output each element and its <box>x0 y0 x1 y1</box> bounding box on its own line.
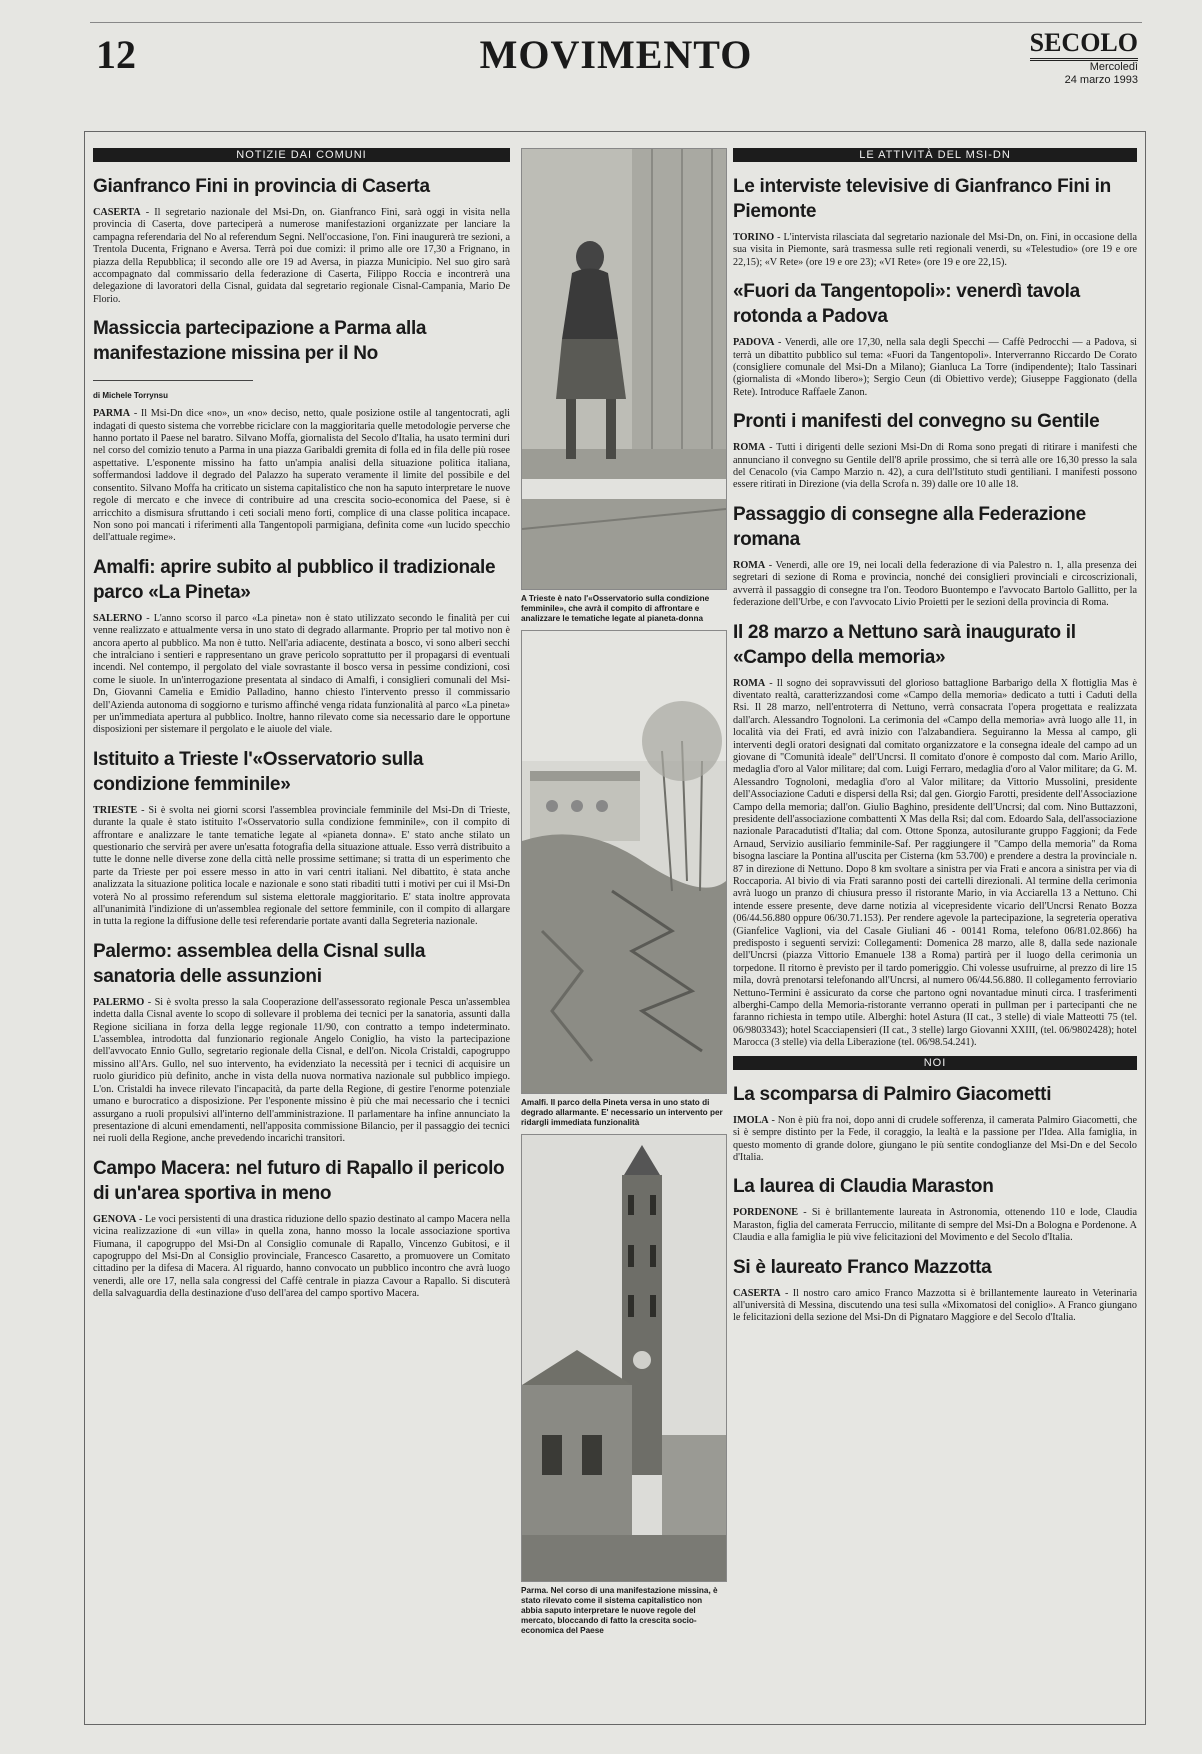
left-column <box>93 148 510 1718</box>
article <box>733 1174 1137 1244</box>
article-text: - Le voci persistenti di una drastica riduzione dello spazio destinato al campo Macera nella vicina realizzazione di «un villa» in quella zona, hanno mosso la locale associazione sportiva Fiumana, il capogruppo del Msi-Dn al Consiglio comunale di Rapallo, Vincenzo Gubitosi, e il capogruppo del Msi-Dn al Consiglio provinciale, Francesco Casaretto, a promuovere un Comitato cittadino per la difesa di Macera. Al riguardo, hanno convocato un pubblico incontro che avrà luogo venerdì, alle ore 17, nella sala congressi del Caffè centrale in piazza Cavour a Rapallo. Si discuterà della salvaguardia della destinazione d'uso dell'area del campo sportivo Macera. <box>93 1213 510 1300</box>
issue-weekday: Mercoledì <box>1089 60 1138 73</box>
article-body <box>733 560 1137 610</box>
article-text: - Il nostro caro amico Franco Mazzotta si è brillantemente laureato in Veterinaria all'università di Messina, discutendo una tesi sulla «Mixomatosi del coniglio». A Franco giungano le felicitazioni della sezione del Msi-Dn di Pignataro Maggiore e del Secolo d'Italia. <box>733 1287 1137 1324</box>
article-text: - Si è svolta presso la sala Cooperazione dell'assessorato regionale Pesca un'assemblea indetta dalla Cisnal avente lo scopo di sollevare il problema dei tecnici per la sanatoria, assunti dalla Regione siciliana in forza della legge regionale 11/90, con contratto a tempo indeterminato. L'assemblea, introdotta dal funzionario regionale Angelo Coniglio, ha visto la partecipazione dell'avvocato Ennio Gullo, segretario regionale della Cisnal, e dell'on. Nicola Cristaldi, capogruppo missino all'Ars. Gullo, nel suo intervento, ha evidenziato la necessità per i tecnici di acquisire un ruolo giuridico più definito, anche in vista della nuova normativa nazionale sul pubblico impiego. L'on. Cristaldi ha invece rilevato l'incapacità, da parte della Regione, di gestire l'enorme potenziale umano e burocratico a disposizione. Per l'esponente missino è più che mai necessario che i tecnici assurgano a ruoli propulsivi all'interno dell'amministrazione. Il parlamentare ha infine annunciato la presentazione di alcuni emendamenti, nell'apposita commissione Bilancio, per il passaggio dei tecnici nei ruoli della Regione, anche prevedendo incarichi transitori. <box>93 996 510 1145</box>
dateline: ROMA <box>733 559 766 571</box>
article <box>733 620 1137 1050</box>
article-headline: Passaggio di consegne alla Federazione romana <box>733 503 1086 550</box>
dateline: ROMA <box>733 677 766 689</box>
article <box>93 555 510 737</box>
article-body <box>733 442 1137 492</box>
page-number: 12 <box>96 32 136 77</box>
noi-banner: NOI <box>733 1056 1137 1070</box>
dateline: PORDENONE <box>733 1207 799 1219</box>
article-text: - Il Msi-Dn dice «no», un «no» deciso, netto, quale posizione ostile al tangentocrati, agli indagati di questo sistema che vorrebbe riciclare con la maggioritaria quelle metodologie perverse che hanno portato il Paese nel baratro. Silvano Moffa, giornalista del Secolo d'Italia, ha usato termini duri nel corso del comizio tenuto a Parma in una piazza Garibaldi gremita di folla ed in fila delle più rosee aspettative. L'esponente missino ha fatto un'ampia analisi della situazione politica italiana, soffermandosi laddove il degrado del Palazzo ha superato veramente il limite del possibile e del consentito. Silvano Moffa ha criticato un sistema capitalistico che non ha saputo interpretare le nuove regole di mercato e che invece di contribuire ad una crescita socio-economica del Paese, si è arricchito a dismisura sfruttando i ceti sociali meno forti, complice di una classe politica incapace. Non sono poi mancati i riferimenti alla Tangentopoli parmigiana, definita come «un lucido specchio dell'attuale regime». <box>93 408 510 544</box>
photo-column <box>519 148 727 1718</box>
article <box>733 174 1137 269</box>
article-text: - Si è brillantemente laureata in Astronomia, ottenendo 110 e lode, Claudia Maraston, figlia del camerata Ferruccio, militante di sempre del Msi-Dn a Bologna e Pordenone. A Claudia e alla famiglia le più vive felicitazioni del Movimento e del Secolo d'Italia. <box>733 1207 1137 1244</box>
article-body <box>733 232 1137 269</box>
article-text: - Si è svolta nei giorni scorsi l'assemblea provinciale femminile del Msi-Dn di Trieste, durante la quale è stato istituito l'«Osservatorio sulla condizione femminile», con il compito di affrontare e analizzare le tante tematiche legate al «pianeta donna». E' stato anche stilato un questionario che servirà per avere un'esatta fotografia della situazione attuale. Esso verrà distribuito a tutte le donne nelle diverse zone della città nelle prossime settimane; si tratta di un esperimento che parte da Trieste per poi essere messo in atto in vari centri italiani. Nel dibattito, è stata anche analizzata la situazione politica locale e nazionale e sono stati ribaditi tutti i motivi per cui il Msi-Dn voterà No al prossimo referendum sul sistema elettorale maggioritario. E' stata inoltre approvata all'unanimità l'indizione di un'assemblea regionale del settore femminile, con il compito di allargare in tutta la regione la diffusione delle tesi referendarie portate avanti dalla Segreteria nazionale. <box>93 804 510 928</box>
article <box>733 279 1137 399</box>
article <box>93 316 510 544</box>
dateline: PALERMO <box>93 996 145 1008</box>
photo-parma <box>521 1134 727 1582</box>
article-body <box>733 1288 1137 1325</box>
photo-trieste <box>521 148 727 590</box>
article-headline: Istituito a Trieste l'«Osservatorio sulla condizione femminile» <box>93 748 424 795</box>
newspaper-logo <box>1030 29 1138 87</box>
dateline: ROMA <box>733 442 766 454</box>
article-text: - L'intervista rilasciata dal segretario nazionale del Msi-Dn, on. Fini, in occasione della sua visita in Piemonte, sarà trasmessa sulle reti regionali venerdì, su «Telestudio» (ore 19 e ore 22,15); «V Rete» (ore 19 e ore 23); «VI Rete» (ore 19 e ore 22,15). <box>733 232 1137 268</box>
article-text: - Non è più fra noi, dopo anni di crudele sofferenza, il camerata Palmiro Giacometti, che si è sempre distinto per la Fede, il coraggio, la lealtà e la passione per l'Idea. Alla famiglia, in questo momento di grande dolore, giungano le più sentite condoglianze del Msi-Dn e del Secolo d'Italia. <box>733 1114 1137 1163</box>
article-body <box>733 1207 1137 1244</box>
dateline: PADOVA <box>733 337 775 349</box>
article-body <box>93 997 510 1146</box>
article <box>93 747 510 929</box>
article-body <box>93 613 510 737</box>
article <box>93 1156 510 1301</box>
photo-caption: A Trieste è nato l'«Osservatorio sulla condizione femminile», che avrà il compito di affrontare e analizzare le tematiche legate al pianeta-donna <box>521 594 710 623</box>
article-body <box>733 678 1137 1050</box>
dateline: CASERTA <box>93 207 141 218</box>
park-photo-image <box>522 631 726 1093</box>
article-headline: Si è laureato Franco Mazzotta <box>733 1256 992 1278</box>
article-headline: Amalfi: aprire subito al pubblico il tradizionale parco «La Pineta» <box>93 556 496 603</box>
dateline: SALERNO <box>93 612 143 624</box>
tower-photo-image <box>522 1135 726 1581</box>
article-headline: Palermo: assemblea della Cisnal sulla sanatoria delle assunzioni <box>93 940 426 987</box>
photo-caption: Amalfi. Il parco della Pineta versa in uno stato di degrado allarmante. E' necessario un intervento per ridargli immediata funzionalità <box>521 1098 723 1127</box>
article-text: - Il sogno dei sopravvissuti del glorioso battaglione Barbarigo della X flottiglia Mas è diventato realtà, caratterizzandosi come «Campo della memoria» dedicato a tutti i Caduti della Rsi. Il 28 marzo, nell'entroterra di Nettuno, verrà consacrata l'opera progettata e realizzata dall'arch. Alessandro Tognoloni. La cerimonia del «Campo della memoria» avrà luogo alle 11, in località via dei Frati, ed avrà inizio con l'alzabandiera. Seguiranno la Messa al campo, gli interventi degli oratori designati dal comitato organizzatore e la consegna ideale del campo ad un giovane di "Comunità ideale" dell'Uncrsi. Il comitato d'onore è composto dal com. Mario Arillo, medaglia d'oro al Valor militare; dal com. Luigi Ferraro, medaglia d'oro al Valor militare; da G. M. Alessandro Tognoloni, medaglia d'oro al Valor militare; da Vittorio Mussolini, presidente dell'Associazione Caduti e dispersi della Rsi; dal gen. Giorgio Farotti, presidente dell'Associazione Campo della memoria; dall'on. Giulio Baghino, presidente dell'Uncrsi; dal com. Nino Buttazzoni, presidente dell'associazione combattenti X Mas della Rsi; dal com. Edoardo Sala, dell'associazione nazionale Paracadutisti d'Italia; dal com. Ottone Sponza, autosilurante gruppo Faggioni; da Fede Arnaud, Servizio ausiliario femminile-Saf. Per raggiungere il "Campo della memoria" da Roma bisogna lasciare la Pontina all'uscita per Cisterna (km 53.700) e prendere a destra la provinciale n. 87 in direzione di Nettuno. Dopo 8 km svoltare a sinistra per via Frati e ancora a sinistra per via di Roccaporia. Al bivio di via Frati saranno posti dei cartelli direzionali. Al termine della cerimonia avrà luogo un pranzo di chiusura presso il ristorante Mario, in via Acciarella 13 a Nettuno. Chi intende essere presente, deve darne notizia al vicepresidente vicario dell'Uncrsi Renato Bozza (06/44.56.880 oppure 06/30.71.153). Per rendere agevole la partecipazione, la segreteria operativa (Gianfelice Vaglioni, via del Casale Giuliani 46 - 00141 Roma, telefono 06/81.02.866) ha predisposto i seguenti servizi: Collegamenti: Domenica 28 marzo, alle 8, dalla sede nazionale dell'Uncrsi (piazza Vittorio Emanuele 138 a Roma) partirà per il luogo della cerimonia un torpedone. Il ritorno è previsto per il tardo pomeriggio. Chi volesse usufruirne, al prezzo di lire 15 mila, dovrà prenotarsi telefonando all'Uncrsi, al numero 06/44.56.880. Il collegamento ferroviario Nettuno-Termini è assicurato da corse che partono ogni novantadue minuti circa. I trasferimenti alberghi-Campo della Memoria-ristorante verranno operati in pullman per i partecipanti che ne faranno richiesta in tempo utile. Alberghi: hotel Astura (II cat., 3 stelle) di viale Matteotti 75 (tel. 06/9803343); hotel Scacciapensieri (II cat., 3 stelle) largo Giovanni XXIII, (tel. 06/9802428); hotel Marocca (3 stelle) via della Liberazione (tel. 06/98.54.241). <box>733 677 1137 1049</box>
article <box>93 939 510 1146</box>
woman-photo-image <box>522 149 726 589</box>
article <box>733 502 1137 610</box>
article-body <box>733 337 1137 399</box>
article-text: - L'anno scorso il parco «La pineta» non è stato utilizzato secondo le finalità per cui venne realizzato e attualmente versa in uno stato di degrado allarmante. Proprio per tal motivo non è ancora aperto al pubblico. Ma non è tutto. Nell'aria adiacente, destinata a bosco, vi sono alberi secchi che intralciano i sentieri e rappresentano un grave pericolo soprattutto per il propagarsi di eventuali incendi. Nel contempo, il pergolato del viale sovrastante il bosco versa in pessime condizioni, così come le siuole. In un'interrogazione presentata al sindaco di Amalfi, i consiglieri comunali del Msi-Dn, Giovanni Camelia e Emidio Palladino, hanno chiesto l'intervento presso il commissario dell'Azienda autonoma di soggiorno e turismo affinché venga ridata funzionalità al parco «La pineta» per un'immediata apertura al pubblico. Inoltre, hanno rilevato come sia necessario dare le opportune disposizioni per sistemare il pergolato e le aiuole del viale. <box>93 612 510 736</box>
article-body <box>93 207 510 306</box>
issue-date: 24 marzo 1993 <box>1064 73 1138 86</box>
article <box>733 1255 1137 1325</box>
article-headline: La scomparsa di Palmiro Giacometti <box>733 1083 1052 1105</box>
article-headline: Le interviste televisive di Gianfranco Fini in Piemonte <box>733 176 1111 222</box>
dateline: IMOLA <box>733 1114 769 1126</box>
section-title: MOVIMENTO <box>479 32 753 77</box>
article-headline: «Fuori da Tangentopoli»: venerdì tavola rotonda a Padova <box>733 281 1080 328</box>
section-banner: LE ATTIVITÀ DEL MSI-DN <box>733 148 1137 162</box>
article-headline: Campo Macera: nel futuro di Rapallo il pericolo di un'area sportiva in meno <box>93 1157 505 1204</box>
article-body <box>93 1214 510 1301</box>
article-body <box>93 805 510 929</box>
article-text: - Il segretario nazionale del Msi-Dn, on. Gianfranco Fini, sarà oggi in visita nella provincia di Caserta, dove parteciperà a numerose manifestazioni organizzate per lanciare la campagna referendaria del No al referendum Segni. Nell'occasione, l'on. Fini inaugurerà tre sezioni, a Trentola Ducenta, Frignano e Aversa. Terrà poi due comizi: il primo alle ore 17,30 a Frignano, in piazza della Repubblica; il secondo alle ore 19 ad Aversa, in piazza Municipio. Nel suo giro sarà accompagnato dal commissario della federazione di Caserta, Filippo Roccia e incontrerà una delegazione di lavoratori della Cisnal, guidata dal segretario regionale Cisnal-Campania, Mario De Florio. <box>93 207 510 305</box>
article-text: - Venerdì, alle ore 17,30, nella sala degli Specchi — Caffè Pedrocchi — a Padova, si terrà un dibattito pubblico sul tema: «Fuori da Tangentopoli». Interverranno Riccardo De Corato (consigliere comunale del Msi-Dn a Milano); Gianluca La Torre (indipendente); Italo Tassinari (giornalista di «Mondo libero»); Sergio Ceun (di Obiettivo verde); Giuseppe Faggionato (della Rete). Introduce Raffaele Zanon. <box>733 337 1137 398</box>
article-body <box>93 408 510 544</box>
masthead <box>90 22 1142 86</box>
article <box>93 174 510 306</box>
article-body <box>733 1115 1137 1165</box>
dateline: TRIESTE <box>93 804 138 816</box>
article-headline: Il 28 marzo a Nettuno sarà inaugurato il «Campo della memoria» <box>733 621 1076 668</box>
newspaper-name: SECOLO <box>1030 29 1138 61</box>
article-headline: Massiccia partecipazione a Parma alla manifestazione missina per il No <box>93 318 427 365</box>
page-frame <box>84 131 1146 1725</box>
article-text: - Tutti i dirigenti delle sezioni Msi-Dn di Roma sono pregati di ritirare i manifesti che annunciano il convegno su Gentile dell'8 aprile prossimo, che si terrà alle ore 16,30 presso la sala del Cenacolo (via Campo Marzio n. 42), a cura dell'Istituto studi gentiliani. I manifesti possono essere ritirati in Direzione (via della Scrofa n. 39) dalle ore 10 alle 18. <box>733 442 1137 491</box>
article-headline: La laurea di Claudia Maraston <box>733 1176 994 1198</box>
article-byline: di Michele Torrynsu <box>93 380 253 400</box>
article-headline: Pronti i manifesti del convegno su Gentile <box>733 411 1100 433</box>
photo-amalfi <box>521 630 727 1094</box>
section-banner: NOTIZIE DAI COMUNI <box>93 148 510 162</box>
dateline: GENOVA <box>93 1213 137 1225</box>
dateline: TORINO <box>733 232 775 243</box>
article <box>733 1082 1137 1165</box>
article-text: - Venerdì, alle ore 19, nei locali della federazione di via Palestro n. 1, alla presenza dei segretari di sezione di Roma e provincia, nonché dei consiglieri provinciali e circoscrizionali, avverrà il passaggio di consegne tra l'on. Teodoro Buontempo e l'avvocato Bartolo Gallitto, per la federazione dell'Urbe, e con l'avvocato Livio Proietti per le sezioni della provincia di Roma. <box>733 559 1137 609</box>
article <box>733 409 1137 492</box>
dateline: PARMA <box>93 408 131 420</box>
photo-caption: Parma. Nel corso di una manifestazione missina, è stato rilevato come il sistema capitalistico non abbia saputo interpretare le nuove regole del mercato, bloccando di fatto la crescita socio-economica del Paese <box>521 1586 718 1635</box>
dateline: CASERTA <box>733 1287 781 1299</box>
article-headline: Gianfranco Fini in provincia di Caserta <box>93 176 430 197</box>
right-column <box>733 148 1137 1718</box>
